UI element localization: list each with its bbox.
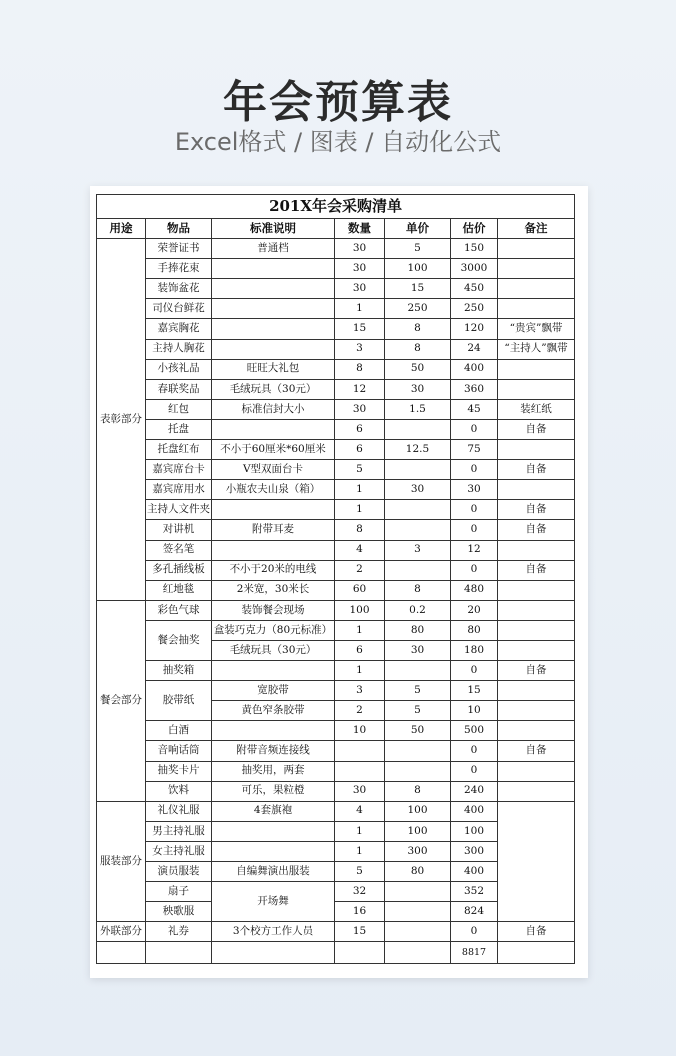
spec-cell (212, 319, 335, 339)
note-cell: 自备 (498, 661, 575, 681)
estimate-cell: 120 (451, 319, 498, 339)
price-cell (385, 419, 451, 439)
item-cell: 白酒 (146, 721, 212, 741)
note-cell (498, 379, 575, 399)
header-cell: 物品 (146, 219, 212, 239)
table-row (97, 520, 575, 540)
estimate-cell: 75 (451, 440, 498, 460)
empty-cell (212, 942, 335, 964)
estimate-cell: 0 (451, 761, 498, 781)
table-row (97, 560, 575, 580)
note-cell (498, 359, 575, 379)
item-cell: 演员服装 (146, 862, 212, 882)
estimate-cell: 15 (451, 681, 498, 701)
table-row (97, 922, 575, 942)
price-cell: 5 (385, 701, 451, 721)
empty-cell (146, 942, 212, 964)
qty-cell: 1 (335, 841, 385, 861)
table-row (97, 620, 575, 640)
qty-cell: 2 (335, 701, 385, 721)
note-cell: 自备 (498, 741, 575, 761)
note-cell (498, 640, 575, 660)
table-row (97, 600, 575, 620)
note-cell (498, 600, 575, 620)
spec-cell (212, 259, 335, 279)
table-row (97, 319, 575, 339)
qty-cell: 8 (335, 359, 385, 379)
total-value: 8817 (451, 942, 498, 964)
price-cell: 1.5 (385, 399, 451, 419)
price-cell (385, 520, 451, 540)
page-title: 年会预算表 (223, 77, 453, 128)
spec-cell: 可乐，果粒橙 (212, 781, 335, 801)
note-cell (498, 259, 575, 279)
spec-cell: 普通档 (212, 239, 335, 259)
note-cell: 自备 (498, 460, 575, 480)
spec-cell: 2米宽，30米长 (212, 580, 335, 600)
total-row (97, 942, 575, 964)
price-cell: 50 (385, 721, 451, 741)
table-row (97, 339, 575, 359)
spec-cell (212, 661, 335, 681)
estimate-cell: 30 (451, 480, 498, 500)
note-cell (498, 580, 575, 600)
header-cell: 用途 (97, 219, 146, 239)
header-cell: 单价 (385, 219, 451, 239)
estimate-cell: 0 (451, 419, 498, 439)
note-cell: 自备 (498, 560, 575, 580)
price-cell: 3 (385, 540, 451, 560)
qty-cell (335, 761, 385, 781)
estimate-cell: 0 (451, 741, 498, 761)
price-cell (385, 882, 451, 902)
spec-cell (212, 299, 335, 319)
spec-cell: V型双面台卡 (212, 460, 335, 480)
item-cell: 彩色气球 (146, 600, 212, 620)
header-cell: 标准说明 (212, 219, 335, 239)
qty-cell: 1 (335, 661, 385, 681)
estimate-cell: 352 (451, 882, 498, 902)
header-cell: 备注 (498, 219, 575, 239)
qty-cell: 6 (335, 640, 385, 660)
qty-cell: 16 (335, 902, 385, 922)
price-cell: 30 (385, 640, 451, 660)
note-cell (498, 681, 575, 701)
qty-cell: 4 (335, 540, 385, 560)
qty-cell: 6 (335, 419, 385, 439)
qty-cell: 3 (335, 339, 385, 359)
estimate-cell: 45 (451, 399, 498, 419)
estimate-cell: 0 (451, 922, 498, 942)
category-cell: 服装部分 (97, 801, 146, 922)
page-subtitle: Excel格式 / 图表 / 自动化公式 (174, 128, 502, 156)
price-cell: 30 (385, 379, 451, 399)
price-cell: 8 (385, 319, 451, 339)
estimate-cell: 12 (451, 540, 498, 560)
spec-cell (212, 279, 335, 299)
price-cell (385, 460, 451, 480)
item-cell: 男主持礼服 (146, 821, 212, 841)
purchase-table (96, 194, 575, 964)
spec-cell: 附带音频连接线 (212, 741, 335, 761)
spreadsheet-preview (90, 186, 588, 978)
price-cell: 5 (385, 239, 451, 259)
category-cell: 餐会部分 (97, 600, 146, 801)
item-cell: 抽奖卡片 (146, 761, 212, 781)
item-cell: 音响话筒 (146, 741, 212, 761)
note-cell (498, 299, 575, 319)
price-cell: 80 (385, 620, 451, 640)
table-row (97, 299, 575, 319)
qty-cell: 5 (335, 460, 385, 480)
note-cell (498, 801, 575, 922)
qty-cell: 1 (335, 299, 385, 319)
item-cell: 餐会抽奖 (146, 620, 212, 660)
price-cell: 100 (385, 259, 451, 279)
price-cell (385, 661, 451, 681)
spec-cell: 小瓶农夫山泉（箱） (212, 480, 335, 500)
item-cell: 嘉宾席用水 (146, 480, 212, 500)
estimate-cell: 24 (451, 339, 498, 359)
item-cell: 主持人文件夹 (146, 500, 212, 520)
table-row (97, 681, 575, 701)
item-cell: 托盘 (146, 419, 212, 439)
spec-cell: 3个校方工作人员 (212, 922, 335, 942)
price-cell: 8 (385, 781, 451, 801)
estimate-cell: 0 (451, 500, 498, 520)
spec-cell (212, 500, 335, 520)
note-cell: 自备 (498, 520, 575, 540)
header-cell: 数量 (335, 219, 385, 239)
item-cell: 红地毯 (146, 580, 212, 600)
category-cell: 外联部分 (97, 922, 146, 942)
estimate-cell: 0 (451, 560, 498, 580)
price-cell: 50 (385, 359, 451, 379)
qty-cell: 30 (335, 399, 385, 419)
qty-cell: 6 (335, 440, 385, 460)
note-cell: 自备 (498, 500, 575, 520)
table-row (97, 480, 575, 500)
table-row (97, 259, 575, 279)
price-cell: 100 (385, 821, 451, 841)
qty-cell: 15 (335, 922, 385, 942)
table-row (97, 359, 575, 379)
estimate-cell: 0 (451, 661, 498, 681)
price-cell (385, 902, 451, 922)
note-cell: 自备 (498, 419, 575, 439)
item-cell: 签名笔 (146, 540, 212, 560)
table-row (97, 379, 575, 399)
item-cell: 嘉宾胸花 (146, 319, 212, 339)
sheet-title-row (97, 195, 575, 219)
item-cell: 抽奖箱 (146, 661, 212, 681)
item-cell: 春联奖品 (146, 379, 212, 399)
category-cell: 表彰部分 (97, 239, 146, 601)
qty-cell: 12 (335, 379, 385, 399)
price-cell: 8 (385, 339, 451, 359)
header-cell: 估价 (451, 219, 498, 239)
table-row (97, 761, 575, 781)
qty-cell: 30 (335, 259, 385, 279)
qty-cell: 5 (335, 862, 385, 882)
price-cell: 30 (385, 480, 451, 500)
estimate-cell: 0 (451, 520, 498, 540)
price-cell: 300 (385, 841, 451, 861)
estimate-cell: 0 (451, 460, 498, 480)
spec-cell: 盒装巧克力（80元标准） (212, 620, 335, 640)
spec-cell: 宽胶带 (212, 681, 335, 701)
qty-cell: 30 (335, 781, 385, 801)
price-cell (385, 500, 451, 520)
note-cell: 装红纸 (498, 399, 575, 419)
estimate-cell: 250 (451, 299, 498, 319)
estimate-cell: 400 (451, 862, 498, 882)
note-cell (498, 239, 575, 259)
item-cell: 女主持礼服 (146, 841, 212, 861)
qty-cell (335, 741, 385, 761)
table-row (97, 460, 575, 480)
table-row (97, 540, 575, 560)
estimate-cell: 400 (451, 359, 498, 379)
item-cell: 红包 (146, 399, 212, 419)
note-cell: “贵宾”飘带 (498, 319, 575, 339)
note-cell: 自备 (498, 922, 575, 942)
spec-cell: 不小于60厘米*60厘米 (212, 440, 335, 460)
spec-cell: 旺旺大礼包 (212, 359, 335, 379)
table-row (97, 721, 575, 741)
qty-cell: 1 (335, 620, 385, 640)
item-cell: 礼券 (146, 922, 212, 942)
spec-cell: 4套旗袍 (212, 801, 335, 821)
item-cell: 荣誉证书 (146, 239, 212, 259)
sheet-title: 201X年会采购清单 (97, 195, 575, 219)
item-cell: 嘉宾席台卡 (146, 460, 212, 480)
item-cell: 主持人胸花 (146, 339, 212, 359)
spec-cell: 黄色窄条胶带 (212, 701, 335, 721)
estimate-cell: 3000 (451, 259, 498, 279)
qty-cell: 15 (335, 319, 385, 339)
table-row (97, 781, 575, 801)
price-cell: 8 (385, 580, 451, 600)
price-cell (385, 560, 451, 580)
spec-cell: 不小于20米的电线 (212, 560, 335, 580)
table-row (97, 580, 575, 600)
spec-cell (212, 339, 335, 359)
item-cell: 礼仪礼服 (146, 801, 212, 821)
price-cell: 80 (385, 862, 451, 882)
qty-cell: 30 (335, 239, 385, 259)
spec-cell (212, 841, 335, 861)
qty-cell: 1 (335, 821, 385, 841)
price-cell: 12.5 (385, 440, 451, 460)
estimate-cell: 80 (451, 620, 498, 640)
qty-cell: 1 (335, 480, 385, 500)
item-cell: 小孩礼品 (146, 359, 212, 379)
empty-cell (498, 942, 575, 964)
qty-cell: 8 (335, 520, 385, 540)
spec-cell: 抽奖用，两套 (212, 761, 335, 781)
note-cell (498, 620, 575, 640)
estimate-cell: 360 (451, 379, 498, 399)
spec-cell: 自编舞演出服装 (212, 862, 335, 882)
estimate-cell: 20 (451, 600, 498, 620)
note-cell: “主持人”飘带 (498, 339, 575, 359)
note-cell (498, 701, 575, 721)
price-cell (385, 922, 451, 942)
spec-cell: 装饰餐会现场 (212, 600, 335, 620)
estimate-cell: 500 (451, 721, 498, 741)
table-row (97, 279, 575, 299)
spec-cell: 毛绒玩具（30元） (212, 640, 335, 660)
note-cell (498, 721, 575, 741)
estimate-cell: 10 (451, 701, 498, 721)
table-row (97, 440, 575, 460)
table-row (97, 419, 575, 439)
table-row (97, 399, 575, 419)
item-cell: 托盘红布 (146, 440, 212, 460)
qty-cell: 2 (335, 560, 385, 580)
qty-cell: 4 (335, 801, 385, 821)
estimate-cell: 480 (451, 580, 498, 600)
spec-cell: 毛绒玩具（30元） (212, 379, 335, 399)
item-cell: 装饰盆花 (146, 279, 212, 299)
estimate-cell: 150 (451, 239, 498, 259)
item-cell: 扇子 (146, 882, 212, 902)
table-row (97, 239, 575, 259)
qty-cell: 3 (335, 681, 385, 701)
estimate-cell: 100 (451, 821, 498, 841)
note-cell (498, 781, 575, 801)
empty-cell (335, 942, 385, 964)
spec-cell (212, 540, 335, 560)
estimate-cell: 300 (451, 841, 498, 861)
price-cell: 250 (385, 299, 451, 319)
note-cell (498, 761, 575, 781)
spec-cell (212, 721, 335, 741)
price-cell (385, 761, 451, 781)
price-cell (385, 741, 451, 761)
price-cell: 100 (385, 801, 451, 821)
item-cell: 对讲机 (146, 520, 212, 540)
qty-cell: 30 (335, 279, 385, 299)
item-cell: 手捧花束 (146, 259, 212, 279)
note-cell (498, 540, 575, 560)
table-row (97, 661, 575, 681)
qty-cell: 32 (335, 882, 385, 902)
qty-cell: 100 (335, 600, 385, 620)
estimate-cell: 240 (451, 781, 498, 801)
note-cell (498, 440, 575, 460)
estimate-cell: 400 (451, 801, 498, 821)
table-row (97, 801, 575, 821)
item-cell: 多孔插线板 (146, 560, 212, 580)
spec-cell: 开场舞 (212, 882, 335, 922)
spec-cell (212, 419, 335, 439)
item-cell: 司仪台鲜花 (146, 299, 212, 319)
estimate-cell: 180 (451, 640, 498, 660)
estimate-cell: 824 (451, 902, 498, 922)
estimate-cell: 450 (451, 279, 498, 299)
qty-cell: 60 (335, 580, 385, 600)
spec-cell (212, 821, 335, 841)
spec-cell: 标准信封大小 (212, 399, 335, 419)
spec-cell: 附带耳麦 (212, 520, 335, 540)
price-cell: 15 (385, 279, 451, 299)
qty-cell: 10 (335, 721, 385, 741)
price-cell: 0.2 (385, 600, 451, 620)
item-cell: 秧歌服 (146, 902, 212, 922)
table-row (97, 741, 575, 761)
note-cell (498, 480, 575, 500)
header-row (97, 219, 575, 239)
qty-cell: 1 (335, 500, 385, 520)
table-row (97, 500, 575, 520)
item-cell: 饮料 (146, 781, 212, 801)
note-cell (498, 279, 575, 299)
empty-cell (97, 942, 146, 964)
item-cell: 胶带纸 (146, 681, 212, 721)
empty-cell (385, 942, 451, 964)
price-cell: 5 (385, 681, 451, 701)
